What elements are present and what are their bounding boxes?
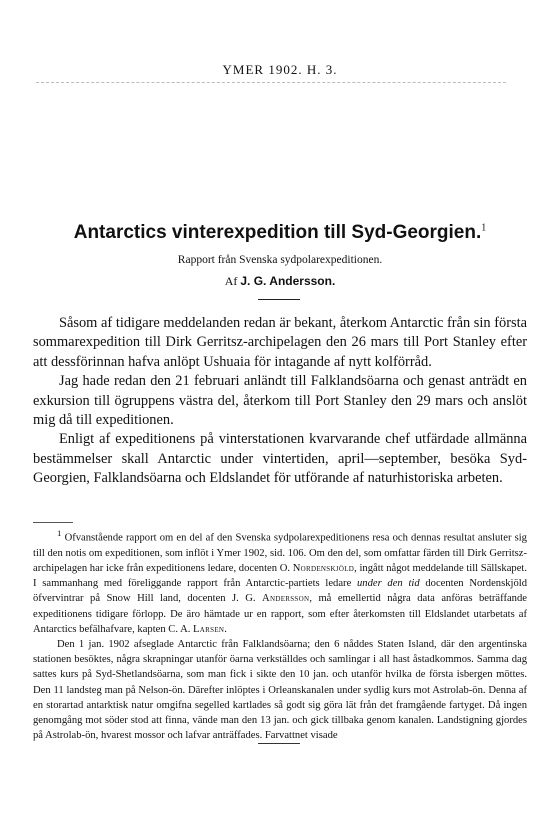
article-subtitle: Rapport från Svenska sydpolarexpeditionen.: [177, 254, 383, 266]
footnote-text: Ofvanstående rapport om en del af den Svenska sydpolarexpeditionens resa och dennas resultat ansluter sig till den notis om expeditionen, som inflöt i Ymer 1902, sid. 106. Om den del, som omfattar färden till Dirk Gerritsz-archipelagen har icke från expeditionens ledare, docenten O.: [33, 532, 527, 574]
footnote-continuation: Den 1 jan. 1902 afseglade Antarctic från Falklandsöarna; den 6 nåddes Staten Island, där den argentinska stationen besöktes, några skrapningar utanför öarna verkställdes och samlingar i all hast åstadkommos. Samma dag sattes kurs på Syd-Shetlandsöarna, som man fick i sikte den 10 jan. och utanför hvilka de första isbergen möttes. Den 11 landsteg man på Nelson-ön. Därefter inlöptes i Orleanskanalen under sydlig kurs mot Astrolab-ön. Denna af en storartad antarktisk natur omgifna segelled kartlades så godt sig göra lät från det framgående fartyget. Då ingen genomgång mot söder stod att finna, vände man den 13 jan. och gick tillbaka genom kanalen. Landstigning gjordes på Astrolab-ön, hvarest mossor och lafvar anträffades. Farvattnet visade: [33, 638, 527, 742]
footnote-block: [33, 526, 527, 743]
body-paragraph: Enligt af expeditionens på vinterstationen kvarvarande chef utfärdade allmänna bestämmelser skall Antarctic under vintertiden, april—september, besöka Syd-Georgien, Falklandsöarna och Eldslandet för utförande af naturhistoriska arbeten.: [33, 431, 527, 487]
body-paragraph: Jag hade redan den 21 februari anländt till Falklandsöarna och genast anträdt en exkursion till ögruppens västra del, återkom till Port Stanley den 29 mars och anslöt mig då till expeditionen.: [33, 373, 527, 429]
author-line: [0, 274, 560, 289]
footnote-text: .: [224, 623, 227, 635]
article-title-text: Antarctics vinterexpedition till Syd-Georgien.: [73, 222, 482, 243]
author-name: J. G. Andersson.: [240, 274, 336, 288]
running-head: YMER 1902. H. 3.: [222, 62, 338, 77]
body-paragraph: Såsom af tidigare meddelanden redan är bekant, återkom Antarctic från sin första sommarexpedition till Dirk Gerritsz-archipelagen den 26 mars till Port Stanley efter att dessförinnan hafva anlöpt Ushuaia för intagande af nytt kolförråd.: [33, 315, 527, 370]
footnote-name: Andersson: [262, 593, 310, 605]
article-title: [0, 222, 560, 244]
footnote-text: , ingått något meddelande till Sällskapet. I sammanhang med föreliggande rapport från Antarctic-partiets ledare: [33, 562, 527, 590]
header-divider: [36, 82, 506, 83]
article-body: [33, 314, 527, 489]
title-divider: [258, 299, 300, 300]
footnote-mark: 1: [57, 528, 62, 538]
footnote-text: docenten Nordenskjöld öfvervintrar på Snow Hill land, docenten J. G.: [33, 578, 527, 605]
footnote-section-divider: [258, 743, 300, 744]
footnote-name: Nordenskjöld: [292, 562, 355, 574]
footnote-text: , må emellertid några data anföras beträffande expeditionens tidigare förlopp. De äro hämtade ur en rapport, som efter återkomsten till Eldslandet utarbetats af Antarctics befälhafvare, kapten C. A.: [33, 593, 527, 635]
footnote-italic: under den tid: [357, 578, 420, 590]
title-footnote-mark: 1: [481, 222, 487, 234]
footnote-divider: [33, 522, 73, 523]
footnote-paragraph: [33, 526, 527, 637]
footnote-name: Larsen: [193, 623, 225, 635]
author-prefix: Af: [224, 274, 238, 288]
